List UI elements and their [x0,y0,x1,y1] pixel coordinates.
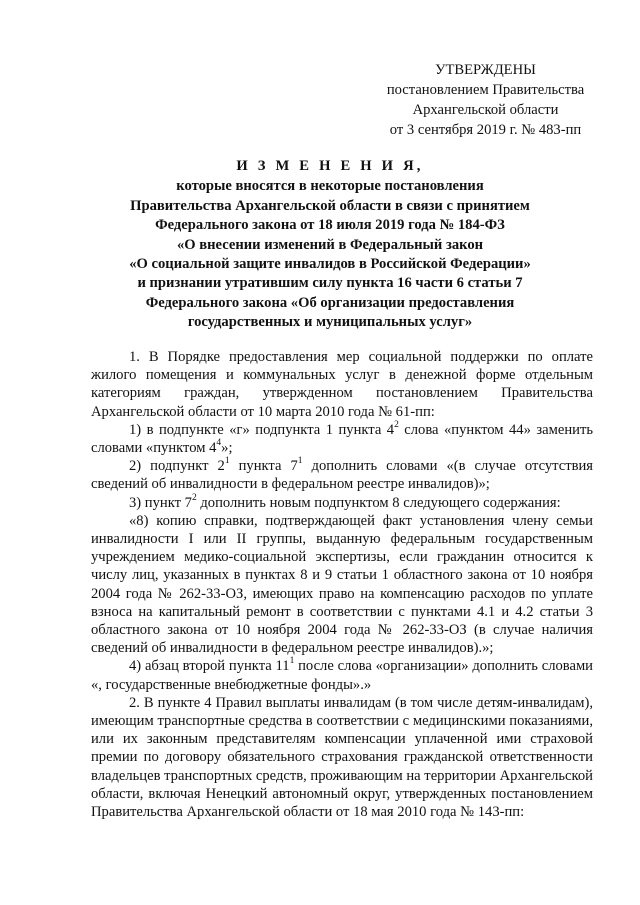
text-run: 3) пункт 7 [129,494,192,511]
paragraph-1-2 [91,457,593,493]
superscript: 2 [191,492,197,503]
superscript: 1 [289,656,295,667]
approval-line: от 3 сентября 2019 г. № 483-пп [389,122,582,138]
superscript: 2 [394,419,399,430]
title-line: Правительства Архангельской области в связи с принятием [130,197,530,214]
text-run: 4) абзац второй пункта 11 [129,658,290,675]
approval-line: постановлением Правительства [386,82,585,98]
title-line: Федерального закона «Об организации предоставления [145,294,515,311]
paragraph-1-3 [91,494,593,512]
text-run: дополнить словами «(в случае отсутствия сведений об инвалидности в федеральном реестре инвалидов)»; [91,458,593,493]
text-run: 2) подпункт 2 [129,458,225,475]
superscript: 1 [297,456,303,467]
title-line: Федерального закона от 18 июля 2019 года № 184-ФЗ [155,217,505,234]
approval-stamp [378,60,593,140]
text-run: слова «пунктом 44» заменить словами «пунктом 4 [91,421,593,457]
text-run: после слова «организации» дополнить словами «, государственные внебюджетные фонды».» [91,658,593,693]
text-run: 1) в подпункте «г» подпункта 1 пункта 4 [129,421,395,438]
superscript: 1 [224,456,230,467]
title-heading: И З М Е Н Е Н И Я, [236,158,424,174]
paragraph-1-4 [91,657,593,693]
superscript: 4 [216,438,222,449]
text-run: пункта 7 [229,458,298,475]
paragraph-1: 1. В Порядке предоставления мер социальной поддержки по оплате жилого помещения и коммунальных услуг в денежной форме отдельным категориям граждан, утвержденном постановлением Правительства Архангельской области от 10 марта 2010 года № 61-пп: [91,349,593,420]
approval-line: Архангельской области [412,102,559,118]
title-line: «О социальной защите инвалидов в Российской Федерации» [129,256,531,273]
title-line: и признании утратившим силу пункта 16 части 6 статьи 7 [137,275,523,292]
title-line: которые вносятся в некоторые постановления [176,178,484,195]
paragraph-2: 2. В пункте 4 Правил выплаты инвалидам (в том числе детям-инвалидам), имеющим транспортные средства в соответствии с медицинскими показаниями, или их законным представителям компенсации уплаченной ими страховой премии по договору обязательного страхования гражданской ответственности владельцев транспортных средств, проживающим на территории Архангельской области, включая Ненецкий автономный округ, утвержденных постановлением Правительства Архангельской области от 18 мая 2010 года № 143-пп: [91,694,593,821]
text-run: »; [221,440,233,457]
title-line: государственных и муниципальных услуг» [187,314,473,331]
approval-line: УТВЕРЖДЕНЫ [435,62,536,78]
text-run: дополнить новым подпунктом 8 следующего содержания: [196,494,561,511]
title-line: «О внесении изменений в Федеральный закон [176,236,484,253]
document-title [70,157,590,333]
document-body [91,348,593,821]
paragraph-1-1 [91,421,593,457]
paragraph-quote: «8) копию справки, подтверждающей факт установления члену семьи инвалидности I или II группы, выданную федеральным государственным учреждением медико-социальной экспертизы, если гражданин относится к числу лиц, указанных в пунктах 8 и 9 статьи 1 областного закона от 10 ноября 2004 года № 262-33-ОЗ, имеющих право на компенсацию расходов по уплате взноса на капитальный ремонт в соответствии с пунктами 4.1 и 4.2 статьи 3 областного закона от 10 ноября 2004 года № 262-33-ОЗ (в случае наличия сведений об инвалидности в федеральном реестре инвалидов).»; [91,512,593,657]
